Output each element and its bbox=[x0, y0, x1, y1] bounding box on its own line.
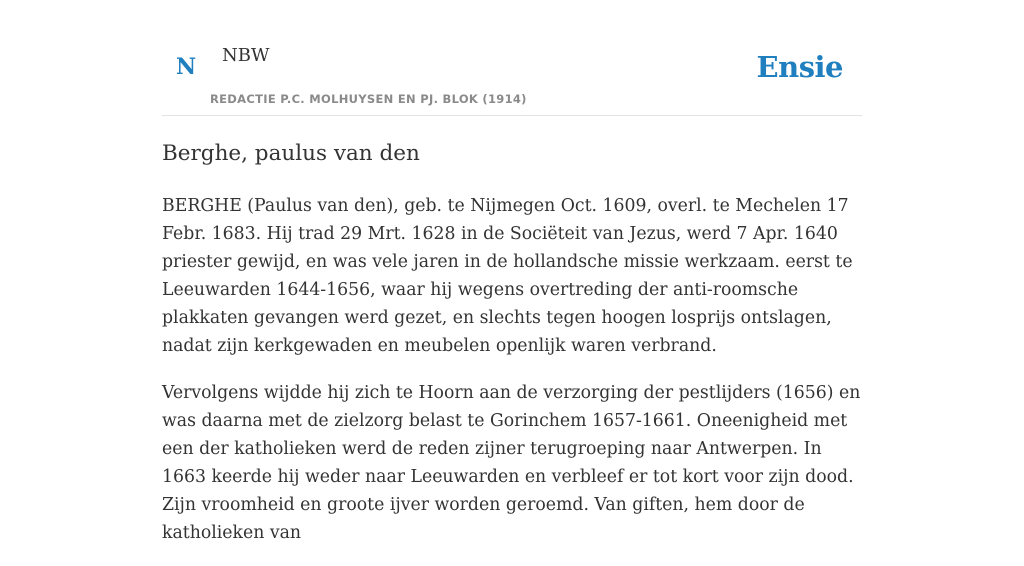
article-page bbox=[162, 0, 862, 543]
source-editors: REDACTIE P.C. MOLHUYSEN EN PJ. BLOK (1914) bbox=[210, 92, 527, 106]
source-title[interactable]: NBW bbox=[222, 45, 270, 66]
brand-logo[interactable]: Ensie bbox=[756, 50, 843, 84]
entry-body bbox=[162, 192, 864, 566]
entry-title: Berghe, paulus van den bbox=[162, 141, 420, 166]
source-logo[interactable]: N bbox=[176, 54, 197, 80]
body-paragraph: BERGHE (Paulus van den), geb. te Nijmegen Oct. 1609, overl. te Mechelen 17 Febr. 1683. Hij trad 29 Mrt. 1628 in de Sociëteit van Jezus, werd 7 Apr. 1640 priester gewijd, en was vele jaren in de hollandsche missie werkzaam. eerst te Leeuwarden 1644-1656, waar hij wegens overtreding der anti-roomsche plakkaten gevangen werd gezet, en slechts tegen hoogen losprijs ontslagen, nadat zijn kerkgewaden en meubelen openlijk waren verbrand. bbox=[162, 196, 853, 356]
body-paragraph: Vervolgens wijdde hij zich te Hoorn aan de verzorging der pestlijders (1656) en was daarna met de zielzorg belast te Gorinchem 1657-1661. Oneenigheid met een der katholieken werd de reden zijner terugroeping naar Antwerpen. In 1663 keerde hij weder naar Leeuwarden en verbleef er tot kort voor zijn dood. Zijn vroomheid en groote ijver worden geroemd. Van giften, hem door de katholieken van bbox=[162, 383, 861, 543]
source-header bbox=[162, 0, 862, 116]
